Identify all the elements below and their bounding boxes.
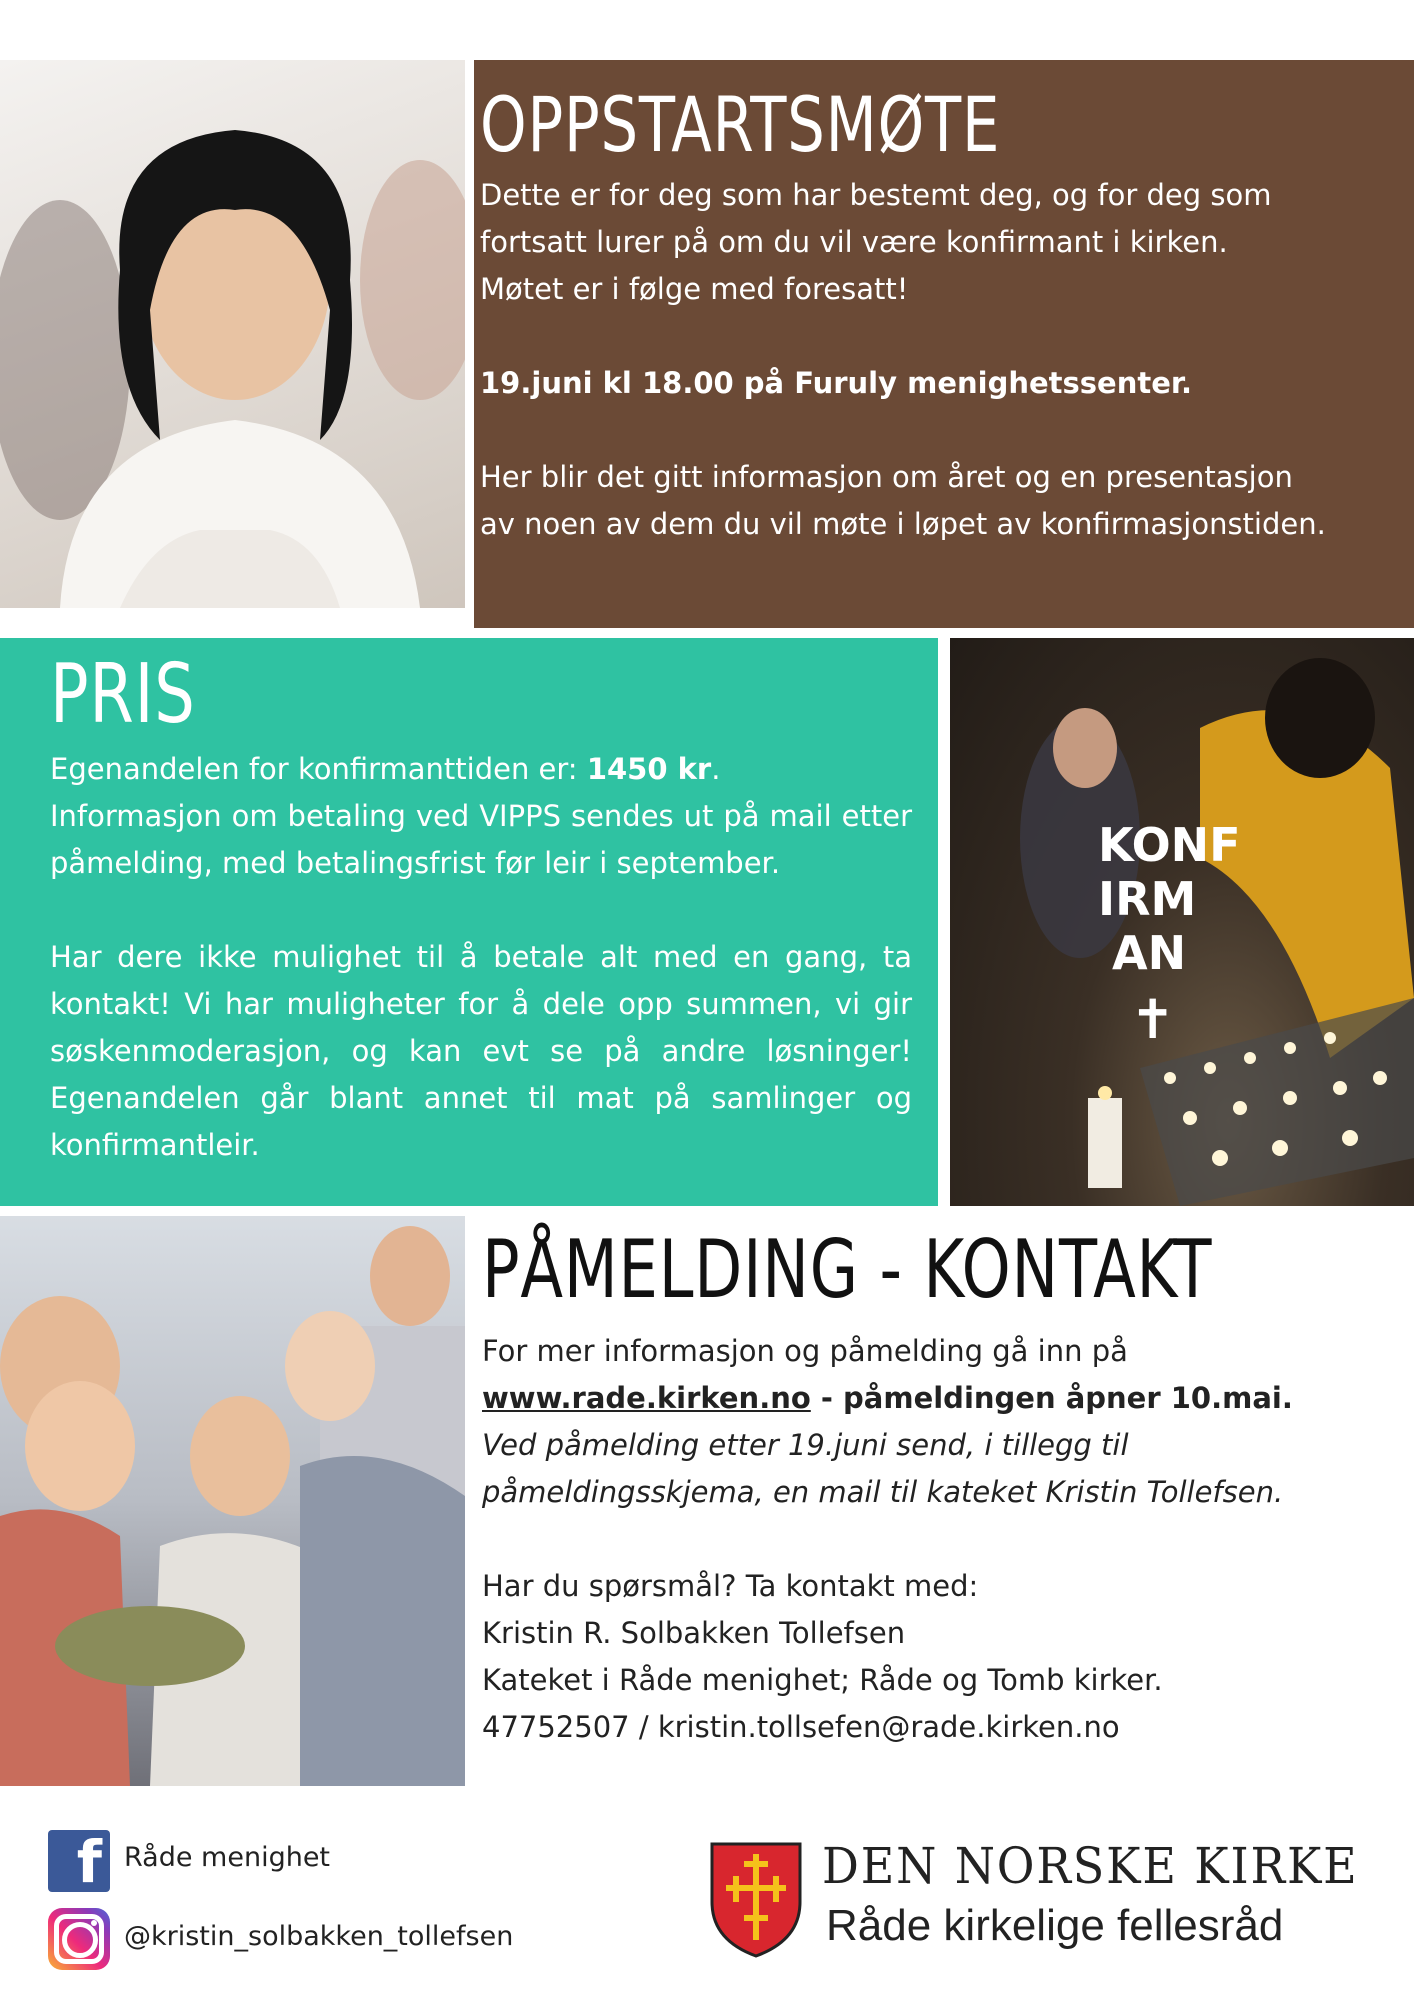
oppstart-when: 19.juni kl 18.00 på Furuly menighetssenter. — [480, 366, 1193, 400]
payment-contact: Har dere ikke mulighet til å betale alt med en gang, ta kontakt! Vi har muligheter for å dele opp summen, vi gir søskenmoderasjon, og kan evt se på andre løsninger! Egenandelen går blant annet til mat på samlinger og konfirmantleir. — [50, 940, 912, 1162]
price-prefix: Egenandelen for konfirmanttiden er: — [50, 752, 587, 786]
konf-line: IRM — [1098, 872, 1197, 926]
church-shield-icon — [708, 1840, 804, 1958]
pamelding-intro: For mer informasjon og påmelding gå inn på — [482, 1334, 1128, 1368]
contact-question: Har du spørsmål? Ta kontakt med: — [482, 1569, 979, 1603]
oppstart-line: Dette er for deg som har bestemt deg, og for deg som — [480, 178, 1272, 212]
registration-link[interactable]: www.rade.kirken.no — [482, 1381, 811, 1415]
konfirmant-logo — [1098, 818, 1241, 980]
konf-line: KONF — [1098, 818, 1241, 872]
oppstart-line: Møtet er i følge med foresatt! — [480, 272, 909, 306]
konf-line: AN — [1112, 926, 1187, 980]
late-registration: påmeldingsskjema, en mail til kateket Kristin Tollefsen. — [482, 1475, 1284, 1509]
pris-body — [50, 746, 912, 1169]
cross-icon: ✝ — [1130, 988, 1176, 1051]
pamelding-title: PÅMELDING - KONTAKT — [482, 1223, 1213, 1316]
facebook-page[interactable]: Råde menighet — [124, 1842, 331, 1873]
church-council: Råde kirkelige fellesråd — [826, 1901, 1284, 1950]
group-illustration — [0, 1216, 465, 1786]
contact-role: Kateket i Råde menighet; Råde og Tomb kirker. — [482, 1663, 1163, 1697]
facebook-icon[interactable]: f — [48, 1830, 110, 1892]
oppstart-line: fortsatt lurer på om du vil være konfirmant i kirken. — [480, 225, 1228, 259]
oppstart-panel — [474, 60, 1414, 628]
instagram-handle[interactable]: @kristin_solbakken_tollefsen — [124, 1921, 514, 1952]
portrait-illustration — [0, 60, 465, 608]
price-value: 1450 kr — [586, 752, 712, 786]
oppstart-info: av noen av dem du vil møte i løpet av konfirmasjonstiden. — [480, 507, 1326, 541]
registration-opens: - påmeldingen åpner 10.mai. — [810, 1381, 1293, 1415]
oppstart-title: OPPSTARTSMØTE — [480, 80, 1001, 169]
late-registration: Ved påmelding etter 19.juni send, i tillegg til — [482, 1428, 1129, 1462]
photo-teen-group — [0, 1216, 465, 1786]
oppstart-body — [480, 172, 1380, 548]
pris-panel — [0, 638, 938, 1206]
contact-details: 47752507 / kristin.tollsefen@rade.kirken.no — [482, 1710, 1120, 1744]
instagram-icon[interactable] — [48, 1908, 110, 1970]
vipps-info: Informasjon om betaling ved VIPPS sendes ut på mail etter påmelding, med betalingsfrist før leir i september. — [50, 799, 912, 880]
price-suffix: . — [711, 752, 721, 786]
contact-name: Kristin R. Solbakken Tollefsen — [482, 1616, 906, 1650]
pamelding-body — [482, 1328, 1382, 1751]
church-name: DEN NORSKE KIRKE — [822, 1837, 1359, 1895]
photo-teen-portrait — [0, 60, 465, 608]
photo-candles — [950, 638, 1414, 1206]
pris-title: PRIS — [50, 647, 196, 742]
oppstart-info: Her blir det gitt informasjon om året og en presentasjon — [480, 460, 1293, 494]
